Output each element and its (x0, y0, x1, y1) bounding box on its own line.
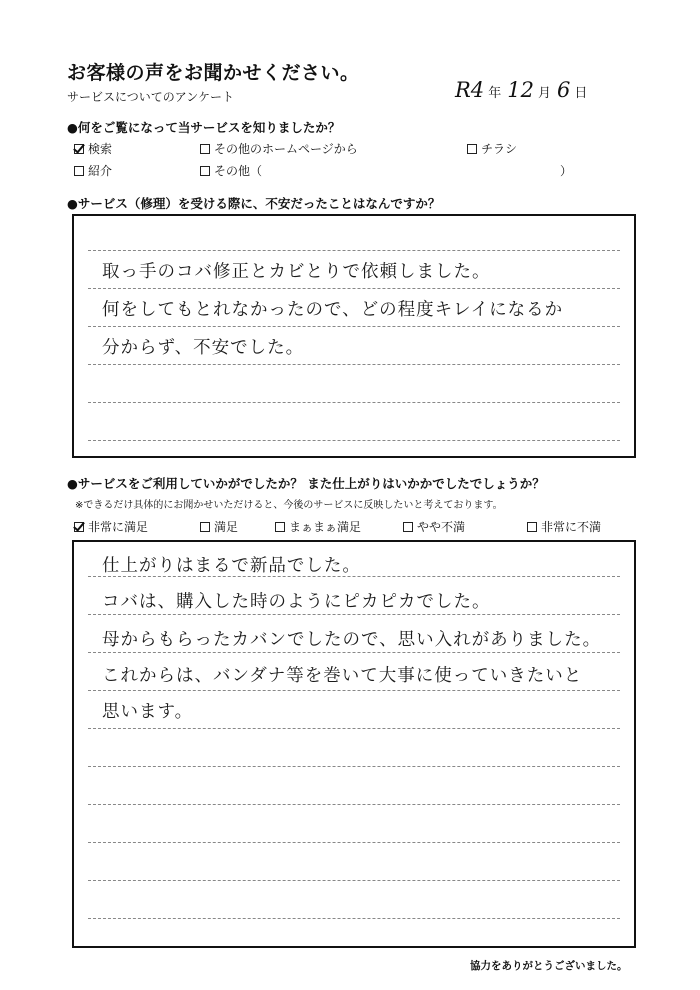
q2-question: ●サービス（修理）を受ける際に、不安だったことはなんですか？ (67, 196, 441, 211)
option-label: 検索 (88, 142, 113, 156)
q1-option-referral[interactable] (74, 162, 112, 179)
q3-note: ※できるだけ具体的にお聞かせいただけると、今後のサービスに反映したいと考えております。 (75, 500, 503, 511)
option-label: その他のホームページから (214, 142, 358, 156)
checkbox-icon[interactable] (74, 166, 84, 176)
q2-answer-line: 何をしてもとれなかったので、どの程度キレイになるか (102, 300, 564, 320)
checkbox-icon[interactable] (200, 166, 210, 176)
option-label: 非常に不満 (541, 520, 602, 534)
date-year-unit: 年 (488, 86, 502, 101)
ruled-line (88, 250, 620, 251)
checkbox-icon[interactable] (403, 522, 413, 532)
option-label: やや不満 (417, 520, 466, 534)
ruled-line (88, 842, 620, 843)
q1-option-other[interactable] (200, 162, 262, 179)
option-label: チラシ (481, 142, 518, 156)
q1-question: ●何をご覧になって当サービスを知りましたか？ (67, 120, 341, 135)
q3-option-somewhat-dissatisfied[interactable] (403, 518, 465, 535)
ruled-line (88, 728, 620, 729)
q3-option-satisfied[interactable] (200, 518, 238, 535)
option-label: 満足 (214, 520, 239, 534)
option-label: 紹介 (88, 164, 113, 178)
q2-answer-line: 取っ手のコバ修正とカビとりで依頼しました。 (102, 262, 491, 282)
q3-option-very-dissatisfied[interactable] (527, 518, 601, 535)
q1-option-flyer[interactable] (467, 140, 517, 157)
ruled-line (88, 326, 620, 327)
ruled-line (88, 440, 620, 441)
checkbox-icon[interactable] (200, 144, 210, 154)
q3-option-somewhat-satisfied[interactable] (275, 518, 361, 535)
date-era: R4 (455, 78, 485, 102)
q2-answer-line: 分からず、不安でした。 (102, 338, 305, 358)
q3-answer-line: 仕上がりはまるで新品でした。 (102, 556, 361, 576)
ruled-line (88, 288, 620, 289)
ruled-line (88, 690, 620, 691)
ruled-line (88, 918, 620, 919)
option-label: その他（ (214, 164, 263, 178)
ruled-line (88, 614, 620, 615)
checkbox-checked-icon[interactable] (74, 144, 84, 154)
footer-thanks: 協力をありがとうございました。 (470, 960, 628, 972)
date-month: 12 (507, 78, 534, 102)
ruled-line (88, 880, 620, 881)
checkbox-icon[interactable] (200, 522, 210, 532)
date-day: 6 (556, 78, 571, 102)
paren-close: ） (560, 164, 573, 178)
page-title: お客様の声をお聞かせください。 (67, 62, 360, 84)
checkbox-icon[interactable] (527, 522, 537, 532)
ruled-line (88, 364, 620, 365)
q3-answer-line: これからは、バンダナ等を巻いて大事に使っていきたいと (102, 666, 583, 686)
date-month-unit: 月 (537, 86, 551, 101)
q3-answer-line: コバは、購入した時のようにピカピカでした。 (102, 592, 491, 612)
ruled-line (88, 766, 620, 767)
option-label: まぁまぁ満足 (289, 520, 362, 534)
checkbox-icon[interactable] (275, 522, 285, 532)
q3-answer-line: 母からもらったカバンでしたので、思い入れがありました。 (102, 630, 602, 650)
ruled-line (88, 402, 620, 403)
page-subtitle: サービスについてのアンケート (67, 90, 235, 104)
ruled-line (88, 652, 620, 653)
q3-question: ●サービスをご利用していかがでしたか？ また仕上がりはいかかでしたでしょうか？ (67, 476, 545, 491)
q2-answer-box[interactable] (72, 214, 636, 458)
option-label: 非常に満足 (88, 520, 149, 534)
checkbox-icon[interactable] (467, 144, 477, 154)
q3-answer-line: 思います。 (102, 702, 194, 722)
q1-option-search[interactable] (74, 140, 112, 157)
q3-answer-box[interactable] (72, 540, 636, 948)
ruled-line (88, 804, 620, 805)
checkbox-checked-icon[interactable] (74, 522, 84, 532)
date-day-unit: 日 (574, 86, 588, 101)
q1-option-other-website[interactable] (200, 140, 358, 157)
q3-option-very-satisfied[interactable] (74, 518, 148, 535)
q1-other-close-paren (560, 162, 572, 179)
date-field (455, 78, 593, 102)
